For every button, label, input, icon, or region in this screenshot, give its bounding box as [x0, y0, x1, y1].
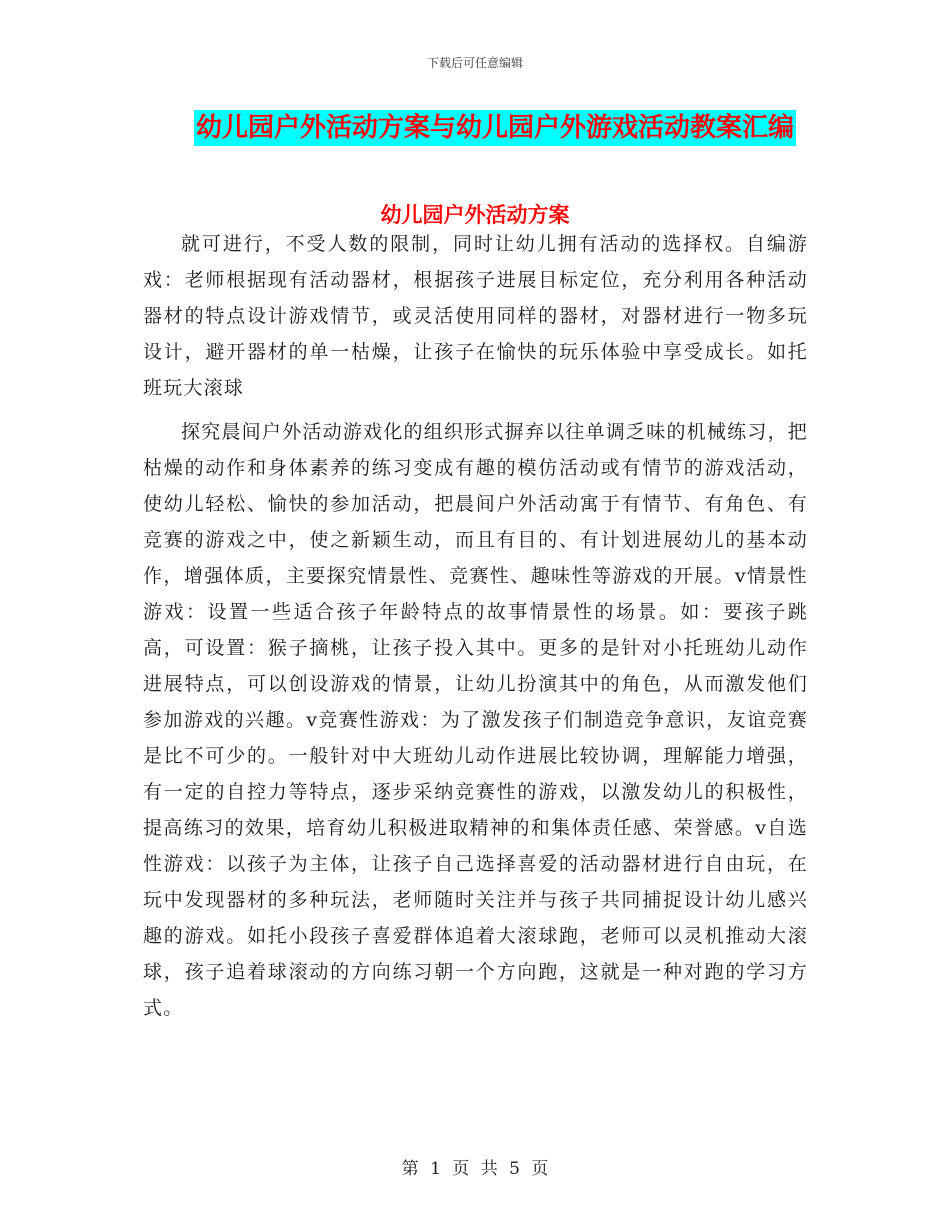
body-paragraph: 探究晨间户外活动游戏化的组织形式摒弃以往单调乏味的机械练习，把枯燥的动作和身体素养的练习变成有趣的模仿活动或有情节的游戏活动，使幼儿轻松、愉快的参加活动，把晨间户外活动寓于有情节、有角色、有竞赛的游戏之中，使之新颖生动，而且有目的、有计划进展幼儿的基本动作，增强体质，主要探究情景性、竞赛性、趣味性等游戏的开展。v情景性游戏：设置一些适合孩子年龄特点的故事情景性的场景。如：要孩子跳高，可设置：猴子摘桃，让孩子投入其中。更多的是针对小托班幼儿动作进展特点，可以创设游戏的情景，让幼儿扮演其中的角色，从而激发他们参加游戏的兴趣。v竞赛性游戏：为了激发孩子们制造竞争意识，友谊竞赛是比不可少的。一般针对中大班幼儿动作进展比较协调，理解能力增强，有一定的自控力等特点，逐步采纳竞赛性的游戏，以激发幼儿的积极性，提高练习的效果，培育幼儿积极进取精神的和集体责任感、荣誉感。v自选性游戏：以孩子为主体，让孩子自己选择喜爱的活动器材进行自由玩，在玩中发现器材的多种玩法，老师随时关注并与孩子共同捕捉设计幼儿感兴趣的游戏。如托小段孩子喜爱群体追着大滚球跑，老师可以灵机推动大滚球，孩子追着球滚动的方向练习朝一个方向跑，这就是一种对跑的学习方式。 — [143, 421, 808, 1019]
document-body — [143, 226, 808, 1034]
body-paragraph: 就可进行，不受人数的限制，同时让幼儿拥有活动的选择权。自编游戏：老师根据现有活动器材，根据孩子进展目标定位，充分利用各种活动器材的特点设计游戏情节，或灵活使用同样的器材，对器材进行一物多玩设计，避开器材的单一枯燥，让孩子在愉快的玩乐体验中享受成长。如托班玩大滚球 — [143, 233, 808, 399]
header-note: 下载后可任意编辑 — [426, 56, 523, 70]
page-number-footer: 第 1 页 共 5 页 — [401, 1159, 549, 1179]
document-title-wrapper — [0, 110, 950, 146]
section-title: 幼儿园户外活动方案 — [380, 203, 570, 227]
document-title: 幼儿园户外活动方案与幼儿园户外游戏活动教案汇编 — [194, 110, 796, 146]
